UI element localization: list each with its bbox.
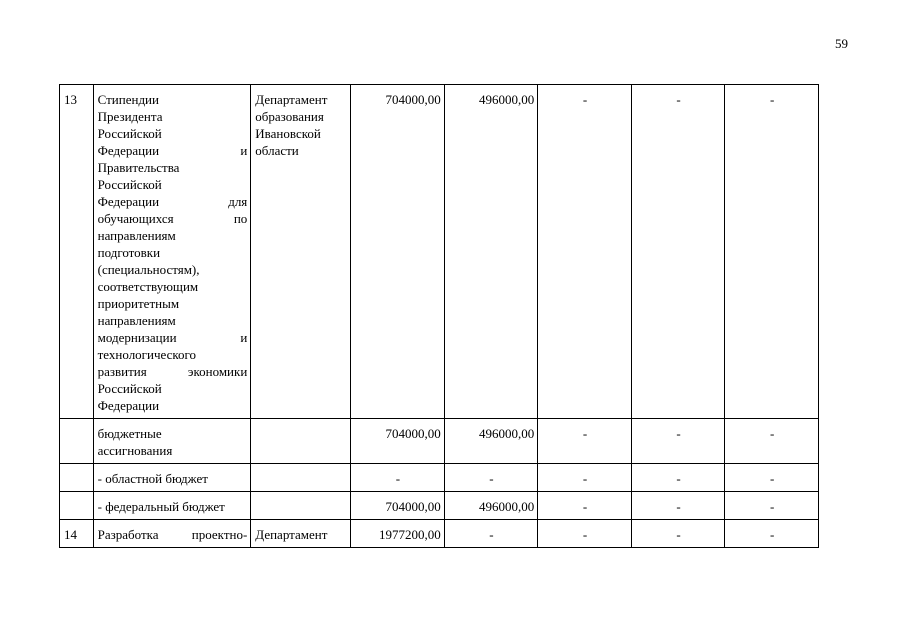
item-name-word: бюджетные (97, 426, 162, 441)
amount-cell: - (538, 419, 632, 464)
amount-cell: 496000,00 (444, 492, 538, 520)
amount-cell: - (538, 464, 632, 492)
item-name-line (98, 261, 248, 278)
amount-cell: 1977200,00 (351, 520, 445, 548)
item-name-line (98, 498, 248, 515)
amount-cell: 496000,00 (444, 85, 538, 419)
item-name-word: Президента (97, 109, 163, 124)
item-name-line (98, 91, 248, 108)
table-row (60, 520, 819, 548)
item-name-word: и (240, 330, 248, 345)
item-name-line (98, 142, 248, 159)
executor-cell (251, 520, 351, 548)
table-body (60, 85, 819, 548)
item-name-line (98, 176, 248, 193)
item-name-word: экономики (187, 364, 248, 379)
item-name-cell (93, 464, 251, 492)
item-name-line (98, 108, 248, 125)
item-name-word: Федерации (97, 143, 160, 158)
item-name-word: соответствующим (97, 279, 199, 294)
amount-cell: - (725, 492, 819, 520)
amount-cell: - (631, 520, 725, 548)
table-row (60, 492, 819, 520)
item-name-line (98, 278, 248, 295)
amount-cell: - (538, 492, 632, 520)
item-name-line (98, 125, 248, 142)
item-name-line (98, 346, 248, 363)
amount-cell: - (725, 419, 819, 464)
item-name-word: - областной бюджет (97, 471, 208, 486)
item-name-word: (специальностям), (97, 262, 200, 277)
amount-cell: - (538, 520, 632, 548)
executor-line: образования (255, 109, 324, 124)
amount-cell: - (725, 520, 819, 548)
row-number-cell (60, 492, 94, 520)
item-name-line (98, 425, 248, 442)
executor-line: области (255, 143, 299, 158)
item-name-word: направлениям (97, 228, 176, 243)
amount-cell: 704000,00 (351, 419, 445, 464)
item-name-word: Разработка (97, 527, 159, 542)
item-name-line (98, 312, 248, 329)
item-name-word: Федерации (97, 194, 160, 209)
amount-cell: - (631, 492, 725, 520)
item-name-word: для (228, 194, 248, 209)
item-name-line (98, 397, 248, 414)
item-name-word: проектно- (191, 527, 248, 542)
item-name-line (98, 363, 248, 380)
item-name-word: развития (97, 364, 147, 379)
executor-cell (251, 85, 351, 419)
amount-cell: - (725, 85, 819, 419)
item-name-line (98, 159, 248, 176)
item-name-word: подготовки (97, 245, 161, 260)
item-name-line (98, 210, 248, 227)
item-name-cell (93, 419, 251, 464)
item-name-word: и (240, 143, 248, 158)
executor-line: Ивановской (255, 126, 321, 141)
item-name-word: Российской (97, 177, 162, 192)
amount-cell: - (631, 85, 725, 419)
page-number: 59 (835, 36, 848, 51)
budget-table (59, 84, 819, 548)
item-name-word: Правительства (97, 160, 180, 175)
amount-cell: - (444, 520, 538, 548)
amount-cell: - (444, 464, 538, 492)
executor-line: Департамент (255, 527, 328, 542)
table-row (60, 419, 819, 464)
item-name-word: ассигнования (97, 443, 173, 458)
executor-cell (251, 419, 351, 464)
item-name-line (98, 244, 248, 261)
item-name-word: Федерации (97, 398, 160, 413)
amount-cell: - (725, 464, 819, 492)
row-number-cell: 14 (60, 520, 94, 548)
item-name-line (98, 329, 248, 346)
item-name-line (98, 380, 248, 397)
item-name-line (98, 470, 248, 487)
item-name-line (98, 442, 248, 459)
item-name-cell (93, 492, 251, 520)
item-name-cell (93, 85, 251, 419)
item-name-word: Российской (97, 381, 162, 396)
amount-cell: - (631, 419, 725, 464)
row-number-cell: 13 (60, 85, 94, 419)
item-name-cell (93, 520, 251, 548)
item-name-word: - федеральный бюджет (97, 499, 225, 514)
executor-cell (251, 464, 351, 492)
item-name-line (98, 193, 248, 210)
item-name-word: обучающихся (97, 211, 174, 226)
amount-cell: - (538, 85, 632, 419)
amount-cell: 704000,00 (351, 85, 445, 419)
item-name-word: Российской (97, 126, 162, 141)
row-number-cell (60, 464, 94, 492)
item-name-word: приоритетным (97, 296, 180, 311)
item-name-line (98, 295, 248, 312)
executor-line: Департамент (255, 92, 328, 107)
item-name-word: модернизации (97, 330, 177, 345)
item-name-word: Стипендии (97, 92, 159, 107)
item-name-line (98, 227, 248, 244)
amount-cell: - (351, 464, 445, 492)
amount-cell: 704000,00 (351, 492, 445, 520)
item-name-word: направлениям (97, 313, 176, 328)
row-number-cell (60, 419, 94, 464)
table-row (60, 464, 819, 492)
item-name-line (98, 526, 248, 543)
table-row (60, 85, 819, 419)
executor-cell (251, 492, 351, 520)
amount-cell: 496000,00 (444, 419, 538, 464)
amount-cell: - (631, 464, 725, 492)
item-name-word: технологического (97, 347, 197, 362)
item-name-word: по (233, 211, 248, 226)
